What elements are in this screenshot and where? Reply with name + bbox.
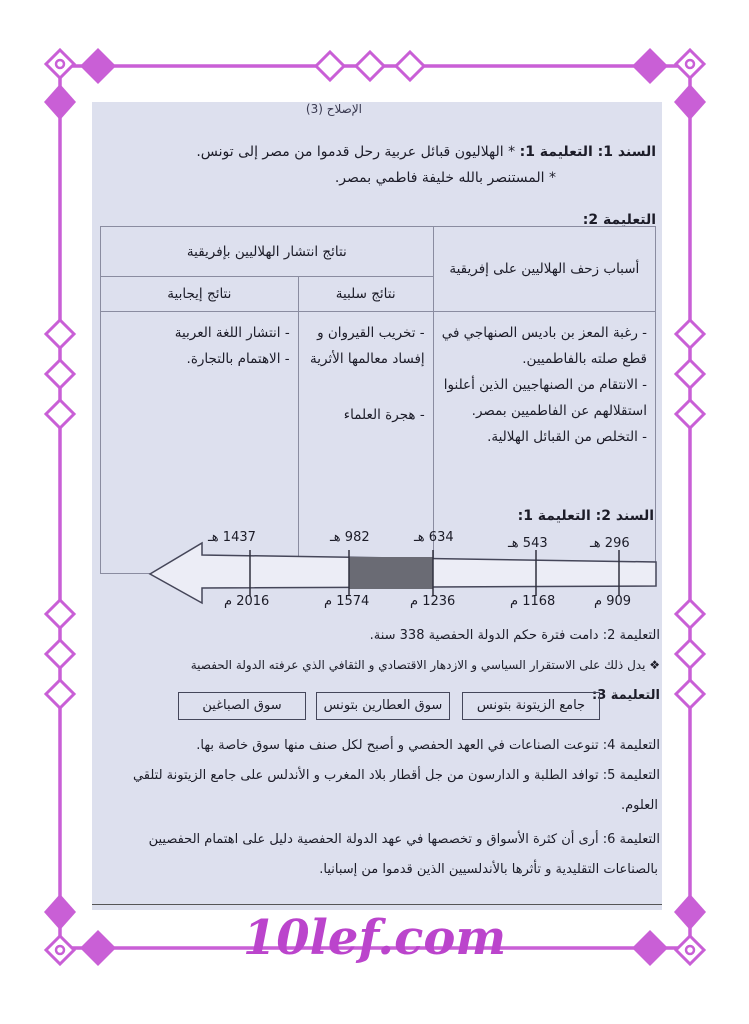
sanad1-line2: * المستنصر بالله خليفة فاطمي بمصر. <box>334 170 556 186</box>
box-attarin-market: سوق العطارين بتونس <box>316 692 450 720</box>
cause-line: قطع صلته بالفاطميين. <box>522 351 647 367</box>
positive-header: نتائج إيجابية <box>101 277 299 312</box>
header-fragment-text: الإصلاح <box>326 102 362 116</box>
greg-1574: 1574 م <box>324 594 370 609</box>
hafsid-period-shade <box>349 557 433 589</box>
hijri-296: 296 هـ <box>590 536 630 551</box>
cause-line: - التخلص من القبائل الهلالية. <box>487 429 647 445</box>
task6-line2: بالصناعات التقليدية و تأثرها بالأندلسيين الذين قدموا من إسبانيا. <box>319 862 658 877</box>
cause-line: - رغبة المعز بن باديس الصنهاجي في <box>441 325 647 341</box>
task4: التعليمة 4: تنوعت الصناعات في العهد الحفصي و أصبح لكل صنف منها سوق خاصة بها. <box>196 738 660 753</box>
watermark-logo: 10lef.com <box>242 910 507 966</box>
cause-line: - الانتقام من الصنهاجيين الذين أعلنوا <box>443 377 647 393</box>
task5-line1: التعليمة 5: توافد الطلبة و الدارسون من جل أقطار بلاد المغرب و الأندلس على جامع الزيتونة لتلقي <box>132 768 660 783</box>
results-header: نتائج انتشار الهلاليين بإفريقية <box>101 227 434 277</box>
cause-line: استقلالهم عن الفاطميين بمصر. <box>471 403 647 419</box>
task2b-note: ❖ يدل ذلك على الاستقرار السياسي و الازدهار الاقتصادي و الثقافي الذي عرفته الدولة الحفصية <box>190 658 660 672</box>
positive-line: - الاهتمام بالتجارة. <box>186 351 290 367</box>
exam-paper <box>92 102 662 910</box>
hijri-634: 634 هـ <box>414 530 454 545</box>
page-bottom-rule <box>92 904 662 905</box>
task3-label: التعليمة 3: <box>592 688 660 703</box>
box-zitouna-mosque: جامع الزيتونة بتونس <box>462 692 600 720</box>
task5-line2: العلوم. <box>620 798 658 813</box>
sanad1-label: السند 1: التعليمة 1: <box>519 144 656 160</box>
task2b: التعليمة 2: دامت فترة حكم الدولة الحفصية 338 سنة. <box>369 628 660 643</box>
positive-line: - انتشار اللغة العربية <box>174 325 290 341</box>
sanad1-line1-text: * الهلاليون قبائل عربية رحل قدموا من مصر إلى تونس. <box>196 144 516 160</box>
negative-line: إفساد معالمها الأثرية <box>309 351 425 367</box>
negative-line: - تخريب القيروان و <box>317 325 425 341</box>
greg-1168: 1168 م <box>510 594 556 609</box>
negative-header: نتائج سلبية <box>298 277 433 312</box>
causes-header: أسباب زحف الهلاليين على إفريقية <box>433 227 655 312</box>
hijri-982: 982 هـ <box>330 530 370 545</box>
greg-2016: 2016 م <box>224 594 270 609</box>
hijri-1437: 1437 هـ <box>208 530 256 545</box>
box-sabbaghin-market: سوق الصباغين <box>178 692 306 720</box>
greg-909: 909 م <box>594 594 632 609</box>
task6-line1: التعليمة 6: أرى أن كثرة الأسواق و تخصصها في عهد الدولة الحفصية دليل على اهتمام الحفصيين <box>148 832 660 847</box>
negative-line: - هجرة العلماء <box>343 407 425 423</box>
greg-1236: 1236 م <box>410 594 456 609</box>
sanad2-label: السند 2: التعليمة 1: <box>517 508 654 524</box>
task2-label: التعليمة 2: <box>582 212 656 228</box>
timeline <box>92 102 662 910</box>
hijri-543: 543 هـ <box>508 536 548 551</box>
header-fragment-number: (3) <box>305 102 323 116</box>
